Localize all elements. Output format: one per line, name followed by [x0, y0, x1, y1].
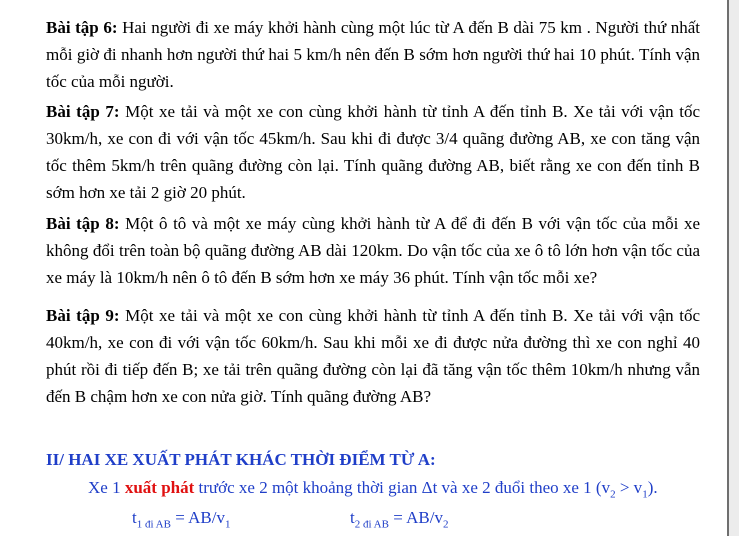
intro-text: > v: [615, 478, 643, 497]
exercise-label: Bài tập 6:: [46, 18, 118, 37]
exercise-label: Bài tập 7:: [46, 102, 120, 121]
formula-symbol: t: [350, 508, 355, 527]
intro-subscript: 2: [610, 488, 616, 501]
formula-subscript: 1 đi AB: [136, 518, 171, 531]
intro-text: Xe 1: [88, 478, 125, 497]
exercise-text: không đổi trên toàn bộ quãng đường AB dài 120km. Do vận tốc của xe ô tô lớn hơn vận tốc của: [46, 241, 700, 260]
exercise-6: [46, 14, 700, 95]
formula-t1: [132, 508, 230, 530]
exercise-text: tốc thêm 5km/h trên quãng đường còn lại. Tính quãng đường AB, biết rằng xe con đến tỉnh B: [46, 156, 700, 175]
exercise-text: đến B chậm hơn xe con nửa giờ. Tính quãng đường AB?: [46, 387, 432, 406]
exercise-text: mỗi giờ đi nhanh hơn người thứ hai 5 km/h nên đến B sớm hơn người thứ hai 10 phút. Tính vận: [46, 45, 700, 64]
formula-subscript: 2: [442, 518, 449, 531]
exercise-text: sớm hơn xe tải 2 giờ 20 phút.: [46, 183, 246, 202]
formula-t2: [350, 508, 448, 530]
exercise-9: [46, 302, 700, 410]
formula-symbol: t: [132, 508, 137, 527]
formula-subscript: 2 đi AB: [354, 518, 389, 531]
formula-rhs: = AB/v: [170, 508, 225, 527]
section-heading: II/ HAI XE XUẤT PHÁT KHÁC THỜI ĐIỂM TỪ A:: [46, 450, 436, 469]
intro-text: trước xe 2 một khoảng thời gian Δt và xe 2 đuổi theo xe 1 (v: [194, 478, 611, 497]
exercise-text: Một xe tải và một xe con cùng khởi hành từ tỉnh A đến tỉnh B. Xe tải với vận tốc: [119, 102, 700, 121]
intro-text: ).: [647, 478, 658, 497]
exercise-label: Bài tập 9:: [46, 306, 120, 325]
exercise-text: phút rồi đi tiếp đến B; xe tải trên quãng đường còn lại đã tăng vận tốc thêm 10km/h nhưng vẫn: [46, 360, 700, 379]
intro-subscript: 1: [642, 488, 648, 501]
section-intro: [88, 478, 658, 500]
formula-subscript: 1: [224, 518, 231, 531]
exercise-text: 40km/h, xe con đi với vận tốc 60km/h. Sau khi mỗi xe đi được nửa đường thì xe con nghỉ 40: [46, 333, 700, 352]
intro-highlight: xuất phát: [124, 478, 195, 497]
exercise-8: [46, 210, 700, 291]
exercise-text: 30km/h, xe con đi với vận tốc 45km/h. Sau khi đi được 3/4 quãng đường AB, xe con tăng vận: [46, 129, 700, 148]
viewer-background: [729, 0, 739, 536]
exercise-text: xe máy là 10km/h nên ô tô đến B sớm hơn xe máy 36 phút. Tính vận tốc mỗi xe?: [46, 268, 598, 287]
exercise-text: Hai người đi xe máy khởi hành cùng một lúc từ A đến B dài 75 km . Người thứ nhất: [117, 18, 700, 37]
exercise-text: Một ô tô và một xe máy cùng khởi hành từ A để đi đến B với vận tốc của mỗi xe: [119, 214, 700, 233]
exercise-label: Bài tập 8:: [46, 214, 120, 233]
formula-rhs: = AB/v: [388, 508, 443, 527]
exercise-7: [46, 98, 700, 206]
exercise-text: tốc của mỗi người.: [46, 72, 174, 91]
exercise-text: Một xe tải và một xe con cùng khởi hành từ tỉnh A đến tỉnh B. Xe tải với vận tốc: [119, 306, 700, 325]
